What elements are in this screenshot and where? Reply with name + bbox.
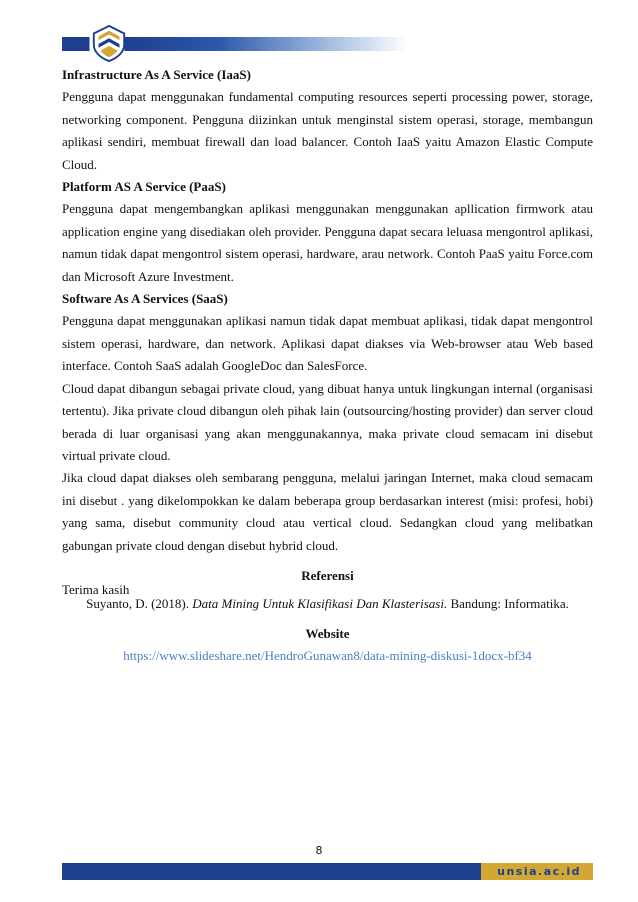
paas-paragraph: Pengguna dapat mengembangkan aplikasi menggunakan menggunakan apllication firmwork atau application engine yang disediakan oleh provider. Pengguna dapat secara leluasa mengontrol aplikasi, namun tidak dapat mengontrol sistem operasi, hardware, arau network. Contoh PaaS yaitu Force.com dan Microsoft Azure Investment.	[62, 201, 593, 284]
website-heading: Website	[305, 626, 350, 641]
document-body	[62, 64, 593, 602]
paas-heading: Platform AS A Service (PaaS)	[62, 179, 226, 195]
saas-paragraph: Pengguna dapat menggunakan aplikasi namun tidak dapat membuat aplikasi, tidak dapat mengontrol sistem operasi, hardware, dan network. Aplikasi dapat diakses via Web-browser atau Web based interface. Contoh SaaS adalah GoogleDoc dan SalesForce.	[62, 313, 593, 374]
citation-publisher: Bandung: Informatika.	[447, 596, 569, 611]
private-cloud-paragraph: Cloud dapat dibangun sebagai private cloud, yang dibuat hanya untuk lingkungan internal (organisasi tertentu). Jika private cloud dibangun oleh pihak lain (outsourcing/hosting provider) dan server cloud berada di luar organisasi yang akan menggunakannya, maka private cloud semacam ini disebut virtual private cloud.	[62, 380, 593, 463]
page-header	[62, 30, 408, 58]
citation	[62, 593, 593, 615]
closing-text: Terima kasih	[62, 582, 130, 598]
footer-bar	[62, 863, 593, 880]
saas-heading: Software As A Services (SaaS)	[62, 291, 228, 307]
public-cloud-paragraph: Jika cloud dapat diakses oleh sembarang pengguna, melalui jaringan Internet, maka cloud semacam ini disebut . yang dikelompokkan ke dalam beberapa group berdasarkan interest (misi: profesi, hobi) yang sama, disebut community cloud atau vertical cloud. Sedangkan cloud yang melibatkan gabungan private cloud dengan disebut hybrid cloud.	[62, 470, 593, 553]
iaas-heading: Infrastructure As A Service (IaaS)	[62, 67, 251, 82]
citation-author: Suyanto, D. (2018).	[86, 596, 193, 611]
iaas-paragraph: Pengguna dapat menggunakan fundamental computing resources seperti processing power, storage, networking component. Pengguna diizinkan untuk menginstal sistem operasi, storage, membangun aplikasi sendiri, membuat firewall dan load balancer. Contoh IaaS yaitu Amazon Elastic Compute Cloud.	[62, 89, 593, 172]
page-number: 8	[315, 844, 323, 857]
unsia-shield-logo-icon	[90, 24, 128, 62]
references-section	[62, 565, 593, 667]
website-link[interactable]: https://www.slideshare.net/HendroGunawan8/data-mining-diskusi-1docx-bf34	[123, 648, 532, 663]
citation-title: Data Mining Untuk Klasifikasi Dan Klasterisasi.	[192, 596, 448, 611]
references-heading: Referensi	[301, 568, 354, 583]
site-label: unsia.ac.id	[481, 863, 593, 880]
